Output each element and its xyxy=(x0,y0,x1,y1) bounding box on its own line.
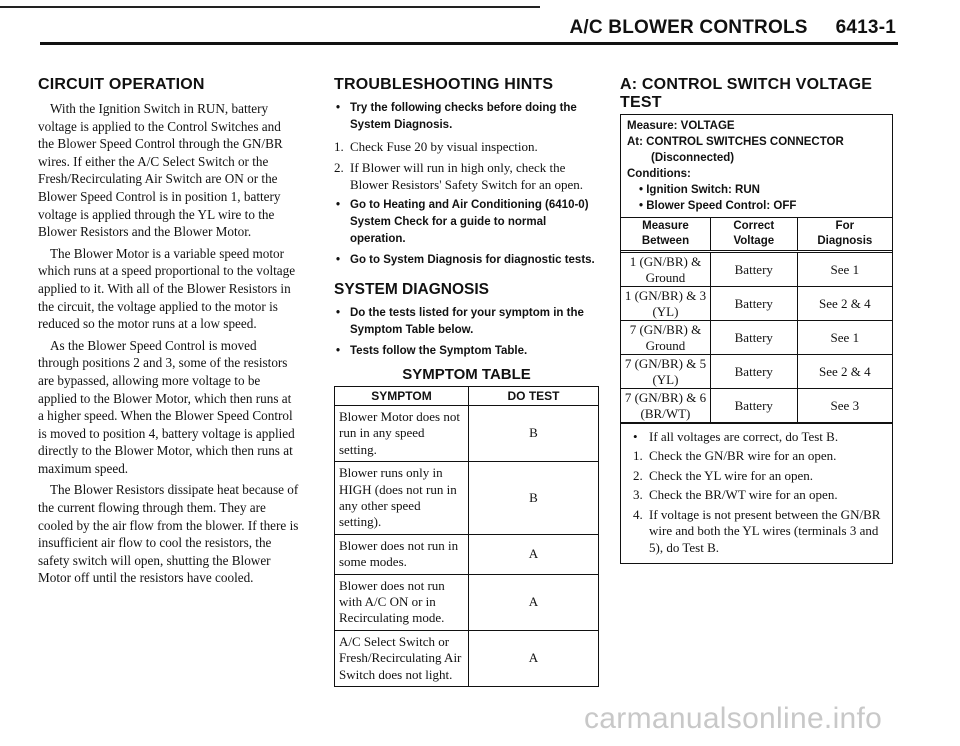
measure-label: Measure: VOLTAGE xyxy=(627,120,735,132)
table-row xyxy=(621,389,892,423)
list-item: 2. Check the YL wire for an open. xyxy=(633,467,814,483)
system-diagnosis-heading: SYSTEM DIAGNOSIS xyxy=(334,281,490,298)
circuit-operation-heading: CIRCUIT OPERATION xyxy=(38,76,205,93)
notes-list xyxy=(627,448,886,556)
list-item: • Go to Heating and Air Conditioning (6410-0) System Check for a guide to normal operation. xyxy=(334,197,602,248)
watermark: carmanualsonline.info xyxy=(584,702,883,735)
voltage-table xyxy=(621,218,892,423)
table-row xyxy=(335,462,599,535)
measure-between-cell: 7 (GN/BR) & Ground xyxy=(621,321,710,355)
table-row xyxy=(335,630,599,686)
condition-item: • Blower Speed Control: OFF xyxy=(639,200,797,212)
list-item: 1. Check Fuse 20 by visual inspection. xyxy=(334,139,538,154)
test-cell: B xyxy=(469,462,599,535)
list-item: 4. If voltage is not present between the GN/BR wire and both the YL wires (terminals 3 and 5), do Test B. xyxy=(633,506,881,555)
symptom-table-title: SYMPTOM TABLE xyxy=(402,366,531,383)
voltage-cell: Battery xyxy=(710,389,797,423)
measure-between-cell: 1 (GN/BR) & Ground xyxy=(621,252,710,287)
diagnosis-cell: See 2 & 4 xyxy=(797,287,892,321)
table-row xyxy=(621,287,892,321)
symptom-cell: Blower Motor does not run in any speed setting. xyxy=(335,406,469,462)
voltage-test-section xyxy=(620,76,894,564)
top-rule xyxy=(0,6,540,8)
diagnosis-cell: See 1 xyxy=(797,252,892,287)
troubleshooting-heading: TROUBLESHOOTING HINTS xyxy=(334,76,554,93)
location-label: At: CONTROL SWITCHES CONNECTOR xyxy=(627,136,844,148)
voltage-cell: Battery xyxy=(710,321,797,355)
location-sub: (Disconnected) xyxy=(651,152,735,164)
diagnosis-cell: See 1 xyxy=(797,321,892,355)
test-cell: A xyxy=(469,534,599,574)
column-header: For Diagnosis xyxy=(797,218,892,252)
measure-between-cell: 1 (GN/BR) & 3 (YL) xyxy=(621,287,710,321)
list-item: • Go to System Diagnosis for diagnostic tests. xyxy=(334,252,602,269)
conditions-label: Conditions: xyxy=(627,168,691,180)
list-item: 3. Check the BR/WT wire for an open. xyxy=(633,487,838,502)
troubleshooting-steps xyxy=(334,138,602,193)
condition-item: • Ignition Switch: RUN xyxy=(639,184,760,196)
list-item: • Do the tests listed for your symptom in the Symptom Table below. xyxy=(334,305,602,339)
column-header: SYMPTOM xyxy=(335,387,469,406)
voltage-cell: Battery xyxy=(710,287,797,321)
list-item: 2. If Blower will run in high only, check the Blower Resistors' Safety Switch for an open. xyxy=(334,160,584,192)
table-row xyxy=(621,355,892,389)
circuit-paragraph: The Blower Motor is a variable speed motor which runs at a speed proportional to the voltage applied to it. With all of the Blower Resistors in the circuit, the voltage applied to the motor is reduced so the motor runs at a low speed. xyxy=(38,245,296,332)
measure-between-cell: 7 (GN/BR) & 5 (YL) xyxy=(621,355,710,389)
circuit-paragraph: As the Blower Speed Control is moved through positions 2 and 3, some of the resistors are bypassed, allowing more voltage to be applied to the Blower Motor, which then runs at a higher speed. When the Blower Speed Control is moved to position 4, battery voltage is applied directly to the Blower Motor, which then runs at maximum speed. xyxy=(38,337,295,476)
header-rule xyxy=(40,42,898,45)
test-notes xyxy=(621,423,892,563)
circuit-paragraph: The Blower Resistors dissipate heat because of the current flowing through them. They are cooled by the air flow from the blower. If there is insufficient air flow to cool the resistors, the safety switch will open, shutting the Blower Motor off until the resistors have cooled. xyxy=(38,482,299,586)
table-row xyxy=(335,406,599,462)
list-item: • Try the following checks before doing the System Diagnosis. xyxy=(334,100,602,134)
symptom-cell: Blower runs only in HIGH (does not run in any other speed setting). xyxy=(335,462,469,535)
test-cell: A xyxy=(469,630,599,686)
diagnosis-cell: See 2 & 4 xyxy=(797,355,892,389)
symptom-table xyxy=(334,386,599,687)
list-item: • Tests follow the Symptom Table. xyxy=(334,343,602,360)
circuit-operation-section xyxy=(38,76,300,591)
symptom-cell: Blower does not run in some modes. xyxy=(335,534,469,574)
test-cell: B xyxy=(469,406,599,462)
page-header xyxy=(570,17,897,39)
voltage-cell: Battery xyxy=(710,355,797,389)
measure-between-cell: 7 (GN/BR) & 6 (BR/WT) xyxy=(621,389,710,423)
symptom-cell: A/C Select Switch or Fresh/Recirculating Air Switch does not light. xyxy=(335,630,469,686)
voltage-cell: Battery xyxy=(710,252,797,287)
page-number: 6413-1 xyxy=(835,17,896,38)
column-header: Correct Voltage xyxy=(710,218,797,252)
diagnosis-cell: See 3 xyxy=(797,389,892,423)
voltage-test-box xyxy=(620,114,893,564)
table-row xyxy=(621,252,892,287)
symptom-cell: Blower does not run with A/C ON or in Recirculating mode. xyxy=(335,574,469,630)
system-diagnosis-bullets xyxy=(334,305,602,360)
list-item: 1. Check the GN/BR wire for an open. xyxy=(633,448,837,463)
table-row xyxy=(335,534,599,574)
list-item: • If all voltages are correct, do Test B. xyxy=(627,428,886,445)
circuit-paragraph: With the Ignition Switch in RUN, battery voltage is applied to the Control Switches and the Blower Speed Control through the GN/BR wires. If either the A/C Select Switch or the Fresh/Recirculating Air Switch are ON or the Blower Speed Control is in position 1, battery voltage is applied through the YL wire to the Blower Resistors and the Blower Motor. xyxy=(38,101,283,240)
column-header: Measure Between xyxy=(621,218,710,252)
measure-conditions xyxy=(621,115,892,218)
troubleshooting-section xyxy=(334,76,602,687)
voltage-test-heading: A: CONTROL SWITCH VOLTAGE TEST xyxy=(620,76,873,111)
section-title: A/C BLOWER CONTROLS xyxy=(569,17,808,38)
table-row xyxy=(621,321,892,355)
column-header: DO TEST xyxy=(469,387,599,406)
troubleshooting-bullets xyxy=(334,197,602,269)
troubleshooting-intro xyxy=(334,100,602,134)
table-row xyxy=(335,574,599,630)
test-cell: A xyxy=(469,574,599,630)
